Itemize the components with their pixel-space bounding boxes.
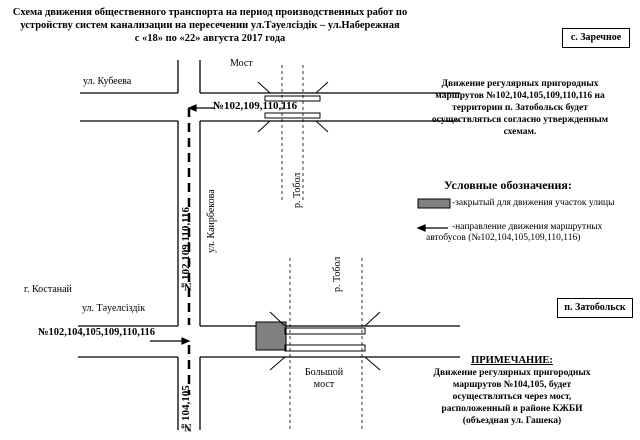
label-tauelsizdik: ул. Тәуелсіздік <box>82 303 146 314</box>
legend-closed-text: -закрытый для движения участок улицы <box>452 198 615 208</box>
legend-direction-text <box>426 222 603 244</box>
arrow-bottom-route <box>150 338 189 344</box>
label-kairbekova: ул. Каирбекова <box>206 189 217 253</box>
zone-zarechnoe: с. Заречное <box>562 28 630 48</box>
label-route-top: №102,109,110,116 <box>213 100 298 112</box>
info-line-2: маршрутов №102,104,105,109,110,116 на <box>435 91 605 101</box>
title-line-2: устройству систем канализации на пересечении ул.Тәуелсіздік – ул.Набережная <box>20 20 400 31</box>
label-big-bridge-line2: мост <box>313 379 335 390</box>
label-route-vertical: №102,109,110,116 <box>180 206 192 292</box>
label-most: Мост <box>230 58 253 69</box>
note-heading: ПРИМЕЧАНИЕ: <box>471 355 553 366</box>
info-line-4: осуществляться согласно утвержденным <box>431 115 609 125</box>
note-line-5: (объездная ул. Гашека) <box>462 416 562 426</box>
title-line-3: с «18» по «22» августа 2017 года <box>134 33 286 44</box>
note-line-4: расположенный в районе КЖБИ <box>441 404 583 414</box>
label-kubeeva: ул. Кубеева <box>83 76 132 87</box>
label-tobol-bottom: р. Тобол <box>332 256 343 292</box>
label-route-bottom-left: №102,104,105,109,110,116 <box>38 327 156 338</box>
label-route-bottom-vertical: №104,105 <box>180 385 192 433</box>
river-tobol-bottom <box>290 258 362 430</box>
info-line-5: схемам. <box>503 127 537 137</box>
legend-title: Условные обозначения: <box>444 178 572 192</box>
legend-closed-swatch <box>418 199 450 208</box>
zone-zatobolsk: п. Затобольск <box>557 298 633 318</box>
title-line-1: Схема движения общественного транспорта на период производственных работ по <box>12 7 408 18</box>
note-block <box>412 355 612 427</box>
label-kostanay: г. Костанай <box>24 284 72 295</box>
label-big-bridge-line1: Большой <box>304 367 344 378</box>
label-big-bridge <box>304 367 344 391</box>
legend-direction-line2: автобусов (№102,104,105,109,110,116) <box>426 233 581 243</box>
label-tobol-top: р. Тобол <box>292 172 303 208</box>
info-line-1: Движение регулярных пригородных <box>441 79 599 89</box>
legend-direction-line1: -направление движения маршрутных <box>452 222 603 232</box>
note-line-3: осуществляться через мост, <box>452 392 572 402</box>
note-line-2: маршрутов №104,105, будет <box>452 380 572 390</box>
arrow-top-route <box>189 105 215 111</box>
closed-section <box>256 322 286 350</box>
legend-arrow <box>418 225 448 231</box>
note-line-1: Движение регулярных пригородных <box>433 368 591 378</box>
info-block <box>420 78 620 138</box>
info-line-3: территории п. Затобольск будет <box>452 103 588 113</box>
